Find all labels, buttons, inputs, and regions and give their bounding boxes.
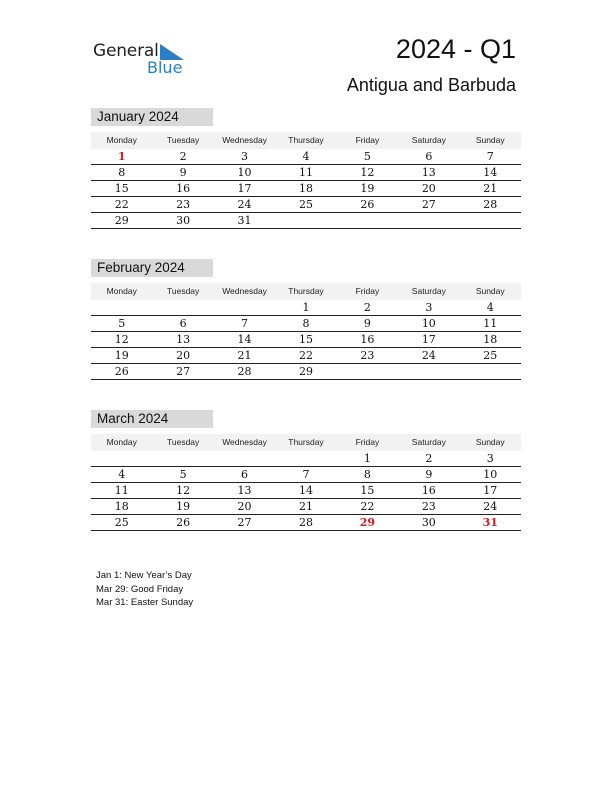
day-cell: 10 [421,317,436,330]
week-row [91,316,521,332]
day-cell: 3 [486,452,494,465]
day-cell [91,300,152,315]
day-cell: 2 [363,301,371,314]
holiday-item: Jan 1: New Year’s Day [96,570,192,581]
week-row [91,332,521,348]
month-label: January 2024 [91,108,213,126]
day-cell [460,364,521,379]
day-cell: 6 [425,150,433,163]
day-cell: 22 [114,198,129,211]
day-cell: 6 [179,317,187,330]
day-cell: 12 [360,166,375,179]
day-cell: 4 [118,468,126,481]
day-cell: 23 [360,349,375,362]
day-cell [337,213,398,228]
day-cell: 2 [425,452,433,465]
weekday-label: Sunday [475,437,505,447]
holiday-day-cell: 1 [117,150,126,163]
day-cell: 20 [176,349,191,362]
day-cell: 11 [114,484,129,497]
day-cell [214,451,275,466]
day-cell: 19 [114,349,129,362]
day-cell: 26 [114,365,129,378]
holiday-item: Mar 31: Easter Sunday [96,597,194,608]
day-cell: 26 [176,516,191,529]
day-cell: 27 [421,198,436,211]
day-cell: 5 [179,468,187,481]
week-row [91,499,521,515]
week-row [91,483,521,499]
weekday-header [91,434,521,451]
day-cell: 16 [176,182,191,195]
week-row [91,149,521,165]
weekday-label: Tuesday [166,135,200,145]
month-block [91,108,521,229]
day-cell: 30 [176,214,191,227]
day-cell: 5 [363,150,371,163]
weekday-label: Friday [355,437,380,447]
week-row [91,467,521,483]
day-cell: 20 [421,182,436,195]
day-cell: 23 [421,500,436,513]
day-cell: 14 [483,166,498,179]
day-cell: 18 [114,500,129,513]
day-cell: 4 [302,150,310,163]
day-cell: 15 [298,333,313,346]
week-row [91,515,521,531]
month-label: March 2024 [91,410,213,428]
logo-text-blue: Blue [147,58,183,77]
day-cell [214,300,275,315]
weekday-label: Thursday [288,286,324,296]
weekday-label: Wednesday [222,135,267,145]
day-cell: 27 [237,516,252,529]
week-row [91,451,521,467]
day-cell: 8 [363,468,371,481]
day-cell: 31 [237,214,252,227]
weekday-label: Tuesday [166,437,200,447]
day-cell: 28 [237,365,252,378]
day-cell: 2 [179,150,187,163]
day-cell: 24 [421,349,436,362]
weekday-header [91,283,521,300]
week-row [91,165,521,181]
week-row [91,213,521,229]
week-row [91,300,521,316]
weekday-label: Tuesday [166,286,200,296]
day-cell: 15 [114,182,129,195]
day-cell [398,213,459,228]
day-cell: 1 [363,452,371,465]
day-cell: 9 [425,468,433,481]
day-cell: 21 [237,349,252,362]
day-cell: 3 [241,150,249,163]
day-cell: 7 [486,150,494,163]
day-cell: 13 [421,166,436,179]
page-title: 2024 - Q1 [395,34,516,64]
day-cell: 19 [176,500,191,513]
holiday-day-cell: 29 [359,516,376,529]
day-cell: 13 [237,484,252,497]
month-block [91,410,521,531]
day-cell: 3 [425,301,433,314]
day-cell: 24 [483,500,498,513]
day-cell [275,451,336,466]
day-cell: 10 [483,468,498,481]
weekday-label: Sunday [475,286,505,296]
day-cell: 9 [179,166,187,179]
day-cell [337,364,398,379]
day-cell: 25 [114,516,129,529]
week-row [91,364,521,380]
day-cell [398,364,459,379]
day-cell: 19 [360,182,375,195]
day-cell: 1 [302,301,310,314]
day-cell: 15 [360,484,375,497]
day-cell: 7 [241,317,249,330]
day-cell: 28 [483,198,498,211]
day-cell: 9 [363,317,371,330]
day-cell: 12 [176,484,191,497]
weekday-label: Thursday [288,135,324,145]
day-cell: 16 [421,484,436,497]
logo [93,40,193,80]
weekday-label: Sunday [475,135,505,145]
day-cell [460,213,521,228]
day-cell: 25 [298,198,313,211]
weekday-label: Wednesday [222,437,267,447]
weekday-label: Friday [355,286,380,296]
day-cell: 23 [176,198,191,211]
day-cell: 28 [298,516,313,529]
day-cell: 29 [298,365,313,378]
month-label: February 2024 [91,259,213,277]
day-cell: 22 [360,500,375,513]
day-cell: 11 [483,317,498,330]
country-name: Antigua and Barbuda [346,75,516,95]
day-cell: 17 [237,182,252,195]
week-row [91,348,521,364]
weekday-label: Monday [106,286,137,296]
day-cell: 18 [483,333,498,346]
weekday-label: Thursday [288,437,324,447]
weekday-label: Saturday [411,135,446,145]
month-block [91,259,521,380]
day-cell: 4 [486,301,494,314]
day-cell: 18 [298,182,313,195]
day-cell [275,213,336,228]
holiday-list [96,569,193,610]
day-cell [152,451,213,466]
weekday-label: Monday [106,437,137,447]
weekday-label: Friday [355,135,380,145]
day-cell: 20 [237,500,252,513]
weekday-header [91,132,521,149]
holiday-day-cell: 31 [482,516,498,529]
logo-text-general: General [93,41,159,61]
day-cell [91,451,152,466]
day-cell: 8 [302,317,310,330]
day-cell: 21 [483,182,498,195]
day-cell: 10 [237,166,252,179]
holiday-item: Mar 29: Good Friday [96,583,184,595]
day-cell: 26 [360,198,375,211]
day-cell: 14 [298,484,313,497]
day-cell: 7 [302,468,310,481]
weekday-label: Saturday [411,437,446,447]
day-cell: 17 [421,333,436,346]
weekday-label: Saturday [411,286,446,296]
day-cell: 5 [118,317,126,330]
day-cell: 16 [360,333,375,346]
day-cell: 22 [298,349,313,362]
day-cell: 29 [114,214,129,227]
day-cell: 24 [237,198,252,211]
day-cell: 27 [176,365,191,378]
day-cell: 21 [298,500,313,513]
day-cell [152,300,213,315]
weekday-label: Monday [106,135,137,145]
day-cell: 6 [241,468,249,481]
day-cell: 25 [483,349,498,362]
weekday-label: Wednesday [222,286,267,296]
day-cell: 30 [421,516,436,529]
day-cell: 13 [176,333,191,346]
week-row [91,181,521,197]
day-cell: 8 [118,166,126,179]
day-cell: 14 [237,333,252,346]
week-row [91,197,521,213]
day-cell: 17 [483,484,498,497]
day-cell: 11 [298,166,313,179]
day-cell: 12 [114,333,129,346]
